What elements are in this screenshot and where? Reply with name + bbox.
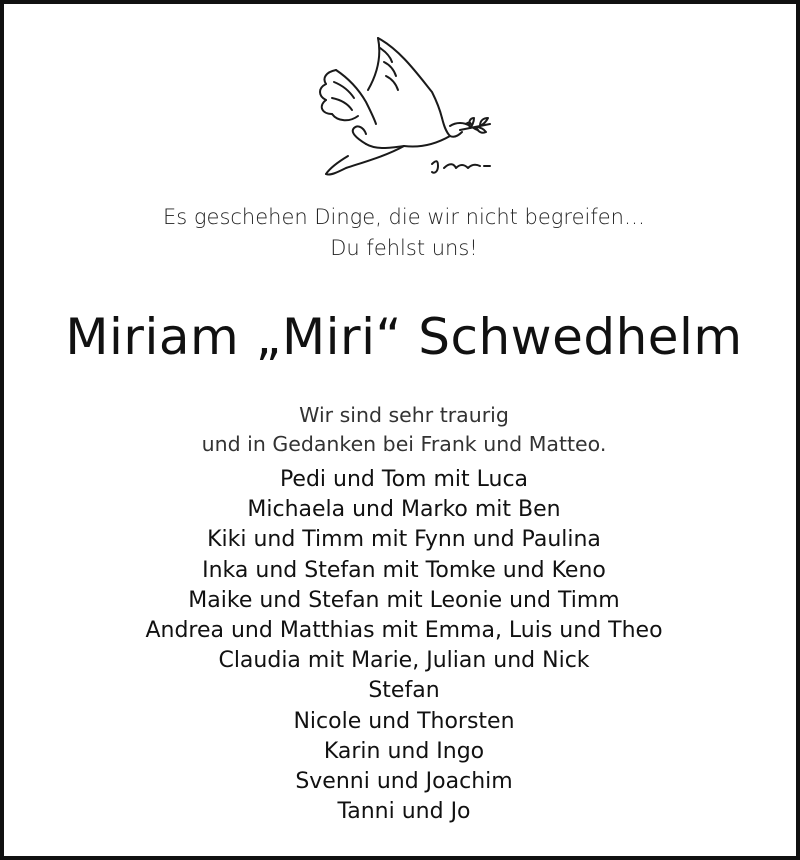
condolence-text xyxy=(4,401,800,459)
mourner-entry: Nicole und Thorsten xyxy=(293,708,515,734)
mourner-entry: Michaela und Marko mit Ben xyxy=(247,497,561,523)
mourner-entry: Claudia mit Marie, Julian und Nick xyxy=(218,648,590,674)
condolence-line-2: und in Gedanken bei Frank und Matteo. xyxy=(201,432,607,456)
dove-of-peace-icon xyxy=(304,32,494,187)
condolence-line-1: Wir sind sehr traurig xyxy=(299,403,509,427)
motto xyxy=(4,202,800,264)
motto-line-1: Es geschehen Dinge, die wir nicht begreifen… xyxy=(163,205,645,229)
mourner-entry: Kiki und Timm mit Fynn und Paulina xyxy=(207,527,601,553)
mourner-entry: Svenni und Joachim xyxy=(295,769,513,795)
mourner-entry: Inka und Stefan mit Tomke und Keno xyxy=(202,557,606,583)
mourner-entry: Maike und Stefan mit Leonie und Timm xyxy=(188,587,620,613)
mourner-entry: Tanni und Jo xyxy=(337,799,471,825)
mourner-entry: Andrea und Matthias mit Emma, Luis und Theo xyxy=(145,618,663,644)
motto-line-2: Du fehlst uns! xyxy=(330,236,478,260)
mourner-entry: Pedi und Tom mit Luca xyxy=(279,467,529,492)
mourner-entry: Karin und Ingo xyxy=(323,738,485,764)
deceased-name: Miriam „Miri“ Schwedhelm xyxy=(65,308,743,366)
mourner-entry: Stefan xyxy=(368,678,440,704)
mourners-list xyxy=(4,465,800,827)
